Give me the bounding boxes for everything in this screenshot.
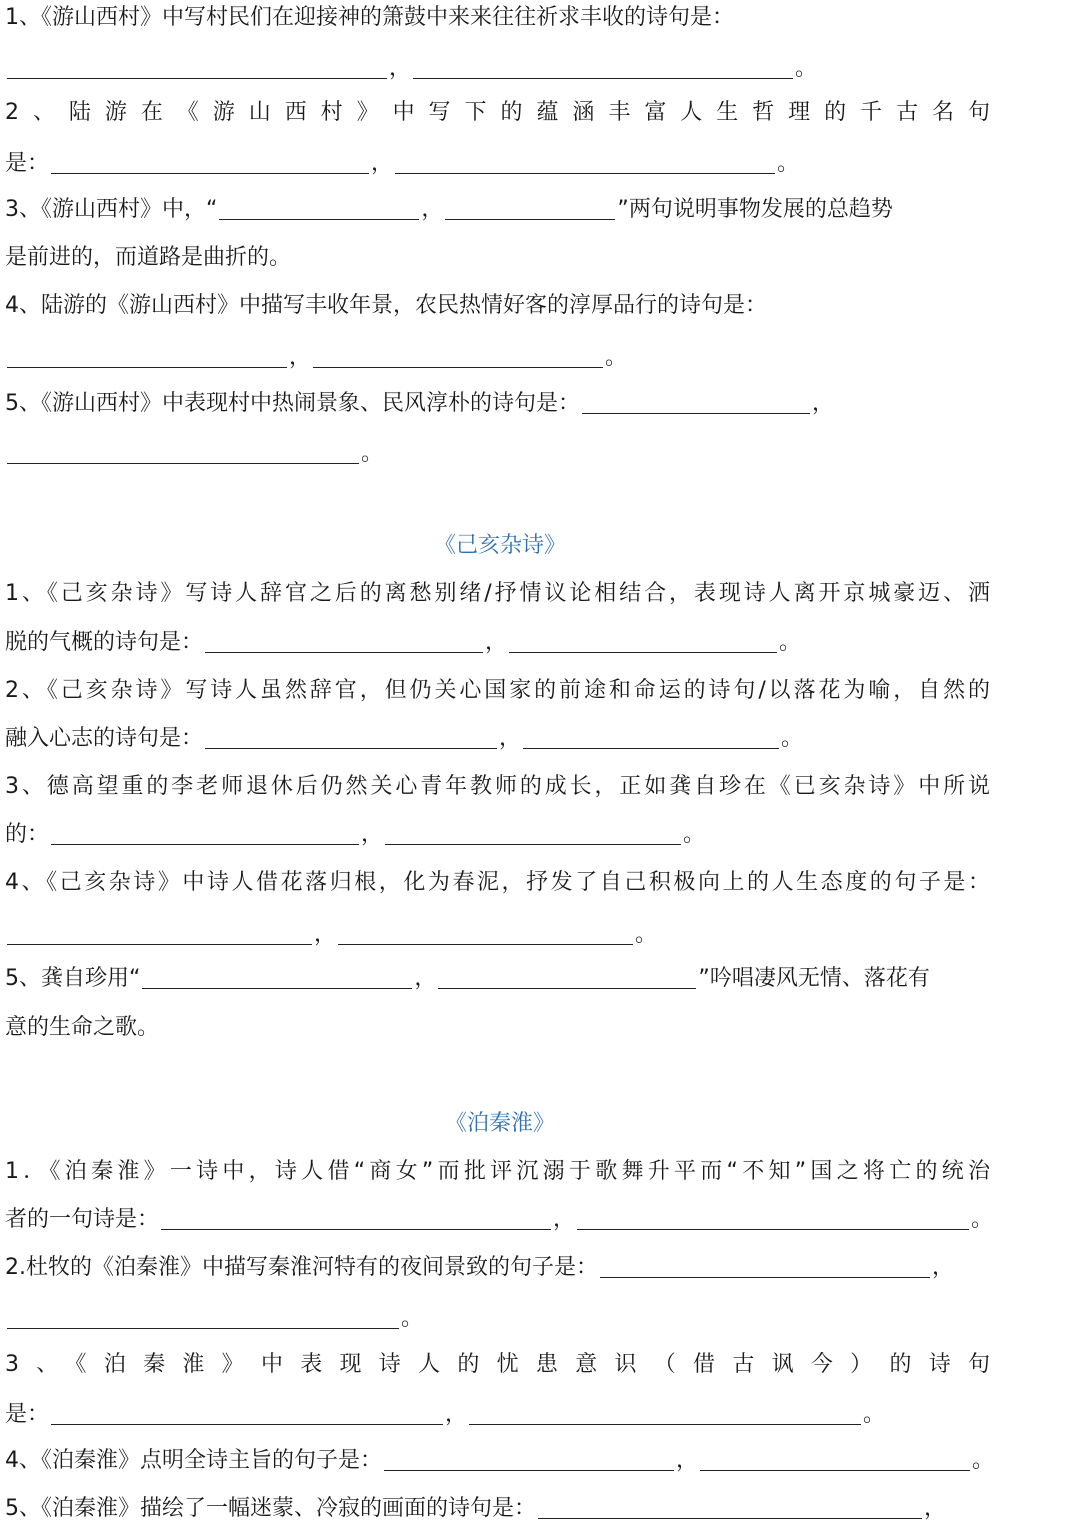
question-text: 2、《己亥杂诗》写诗人虽然辞官，但仍关心国家的前途和命运的诗句/以落花为喻，自然的 <box>5 678 990 703</box>
separator: ， <box>485 630 508 655</box>
period: 。 <box>781 726 804 751</box>
question-1-2-line-2 <box>5 148 799 180</box>
answer-blank[interactable] <box>538 1496 922 1519</box>
question-text: 是前进的，而道路是曲折的。 <box>5 245 292 270</box>
question-text: ”两句说明事物发展的总趋势 <box>617 197 893 222</box>
question-3-1-line-1 <box>5 1156 990 1188</box>
answer-blank[interactable] <box>438 966 696 989</box>
question-text: 5、《游山西村》中表现村中热闹景象、民风淳朴的诗句是： <box>5 391 580 416</box>
question-text: 4、陆游的《游山西村》中描写丰收年景，农民热情好客的淳厚品行的诗句是： <box>5 293 767 318</box>
question-text: 1、《游山西村》中写村民们在迎接神的箫鼓中来来往往祈求丰收的诗句是： <box>5 5 734 30</box>
answer-blank[interactable] <box>7 345 287 368</box>
answer-blank[interactable] <box>161 1207 551 1230</box>
answer-blank[interactable] <box>142 966 412 989</box>
answer-blank[interactable] <box>219 197 419 220</box>
question-2-4-line-2 <box>5 919 657 951</box>
separator: ， <box>371 151 394 176</box>
answer-blank[interactable] <box>7 922 312 945</box>
question-text: 意的生命之歌。 <box>5 1015 160 1040</box>
period: 。 <box>971 1207 994 1232</box>
question-1-4-line-1 <box>5 290 767 322</box>
question-3-4-line-1 <box>5 1445 994 1477</box>
answer-blank[interactable] <box>385 822 681 845</box>
question-text: ”吟唱凄风无情、落花有 <box>698 966 930 991</box>
question-1-3-line-1 <box>5 194 893 226</box>
question-text: 1．《泊秦淮》一诗中，诗人借“商女”而批评沉溺于歌舞升平而“不知”国之将亡的统治 <box>5 1159 990 1184</box>
question-1-4-line-2 <box>5 342 627 374</box>
answer-blank[interactable] <box>395 151 775 174</box>
answer-blank[interactable] <box>577 1207 969 1230</box>
period: 。 <box>777 151 800 176</box>
separator: ， <box>445 1402 468 1427</box>
answer-blank[interactable] <box>509 630 777 653</box>
answer-blank[interactable] <box>582 391 810 414</box>
question-3-3-line-2 <box>5 1399 885 1431</box>
separator: ， <box>314 922 337 947</box>
question-text: 是： <box>5 151 50 176</box>
period: 。 <box>683 822 706 847</box>
separator: ， <box>389 56 412 81</box>
question-text: 3、《泊秦淮》中表现诗人的忧患意识（借古讽今）的诗句 <box>5 1352 990 1377</box>
answer-blank[interactable] <box>384 1448 674 1471</box>
question-2-5-line-1 <box>5 963 930 995</box>
answer-blank[interactable] <box>7 441 359 464</box>
question-3-2-line-2 <box>5 1303 423 1335</box>
answer-blank[interactable] <box>205 726 497 749</box>
question-1-5-line-2 <box>5 438 383 470</box>
period: 。 <box>361 441 384 466</box>
question-text: 5、《泊秦淮》描绘了一幅迷蒙、冷寂的画面的诗句是： <box>5 1496 536 1521</box>
answer-blank[interactable] <box>7 1306 399 1329</box>
question-text: 4、《己亥杂诗》中诗人借花落归根，化为春泥，抒发了自己积极向上的人生态度的句子是： <box>5 870 990 895</box>
question-text: 2、陆游在《游山西村》中写下的蕴涵丰富人生哲理的千古名句 <box>5 100 990 125</box>
period: 。 <box>401 1306 424 1331</box>
question-text: 者的一句诗是： <box>5 1207 160 1232</box>
separator: ， <box>499 726 522 751</box>
period: 。 <box>795 56 818 81</box>
answer-blank[interactable] <box>338 922 633 945</box>
answer-blank[interactable] <box>313 345 603 368</box>
period: 。 <box>605 345 628 370</box>
question-2-2-line-1 <box>5 675 990 707</box>
separator: ， <box>553 1207 576 1232</box>
question-1-1-line-2 <box>5 53 817 85</box>
separator: ， <box>932 1255 955 1280</box>
answer-blank[interactable] <box>469 1402 861 1425</box>
answer-blank[interactable] <box>413 56 793 79</box>
section-title-boqinhuai: 《泊秦淮》 <box>444 1111 555 1136</box>
question-text: 1、《己亥杂诗》写诗人辞官之后的离愁别绪/抒情议论相结合，表现诗人离开京城豪迈、洒 <box>5 581 990 606</box>
separator: ， <box>361 822 384 847</box>
question-text: 2.杜牧的《泊秦淮》中描写秦淮河特有的夜间景致的句子是： <box>5 1255 598 1280</box>
period: 。 <box>635 922 658 947</box>
answer-blank[interactable] <box>523 726 779 749</box>
section-title-jihai: 《己亥杂诗》 <box>433 533 566 558</box>
separator: ， <box>676 1448 699 1473</box>
answer-blank[interactable] <box>51 822 359 845</box>
question-1-2-line-1 <box>5 97 990 129</box>
question-1-1-line-1 <box>5 2 734 34</box>
question-text: 3、《游山西村》中，“ <box>5 197 218 222</box>
answer-blank[interactable] <box>600 1255 930 1278</box>
question-2-5-line-2 <box>5 1012 159 1044</box>
separator: ， <box>289 345 312 370</box>
answer-blank[interactable] <box>445 197 615 220</box>
question-text: 脱的气概的诗句是： <box>5 630 204 655</box>
separator: ， <box>421 197 444 222</box>
answer-blank[interactable] <box>51 1402 443 1425</box>
separator: ， <box>924 1496 947 1521</box>
question-2-1-line-1 <box>5 578 990 610</box>
separator: ， <box>812 391 835 416</box>
question-text: 3、德高望重的李老师退休后仍然关心青年教师的成长，正如龚自珍在《已亥杂诗》中所说 <box>5 774 990 799</box>
question-1-5-line-1 <box>5 388 834 420</box>
answer-blank[interactable] <box>51 151 369 174</box>
question-text: 是： <box>5 1402 50 1427</box>
answer-blank[interactable] <box>7 56 387 79</box>
question-2-2-line-2 <box>5 723 803 755</box>
question-2-1-line-2 <box>5 627 801 659</box>
question-1-3-line-2 <box>5 242 291 274</box>
period: 。 <box>972 1448 995 1473</box>
question-text: 4、《泊秦淮》点明全诗主旨的句子是： <box>5 1448 382 1473</box>
answer-blank[interactable] <box>205 630 483 653</box>
question-text: 5、龚自珍用“ <box>5 966 141 991</box>
separator: ， <box>414 966 437 991</box>
question-3-3-line-1 <box>5 1349 990 1381</box>
question-text: 融入心志的诗句是： <box>5 726 204 751</box>
question-2-3-line-1 <box>5 771 990 803</box>
question-3-1-line-2 <box>5 1204 993 1236</box>
question-text: 的： <box>5 822 50 847</box>
question-3-2-line-1 <box>5 1252 954 1284</box>
question-2-3-line-2 <box>5 819 705 851</box>
question-3-5-line-1 <box>5 1493 946 1525</box>
period: 。 <box>779 630 802 655</box>
question-2-4-line-1 <box>5 867 990 899</box>
answer-blank[interactable] <box>700 1448 970 1471</box>
period: 。 <box>863 1402 886 1427</box>
